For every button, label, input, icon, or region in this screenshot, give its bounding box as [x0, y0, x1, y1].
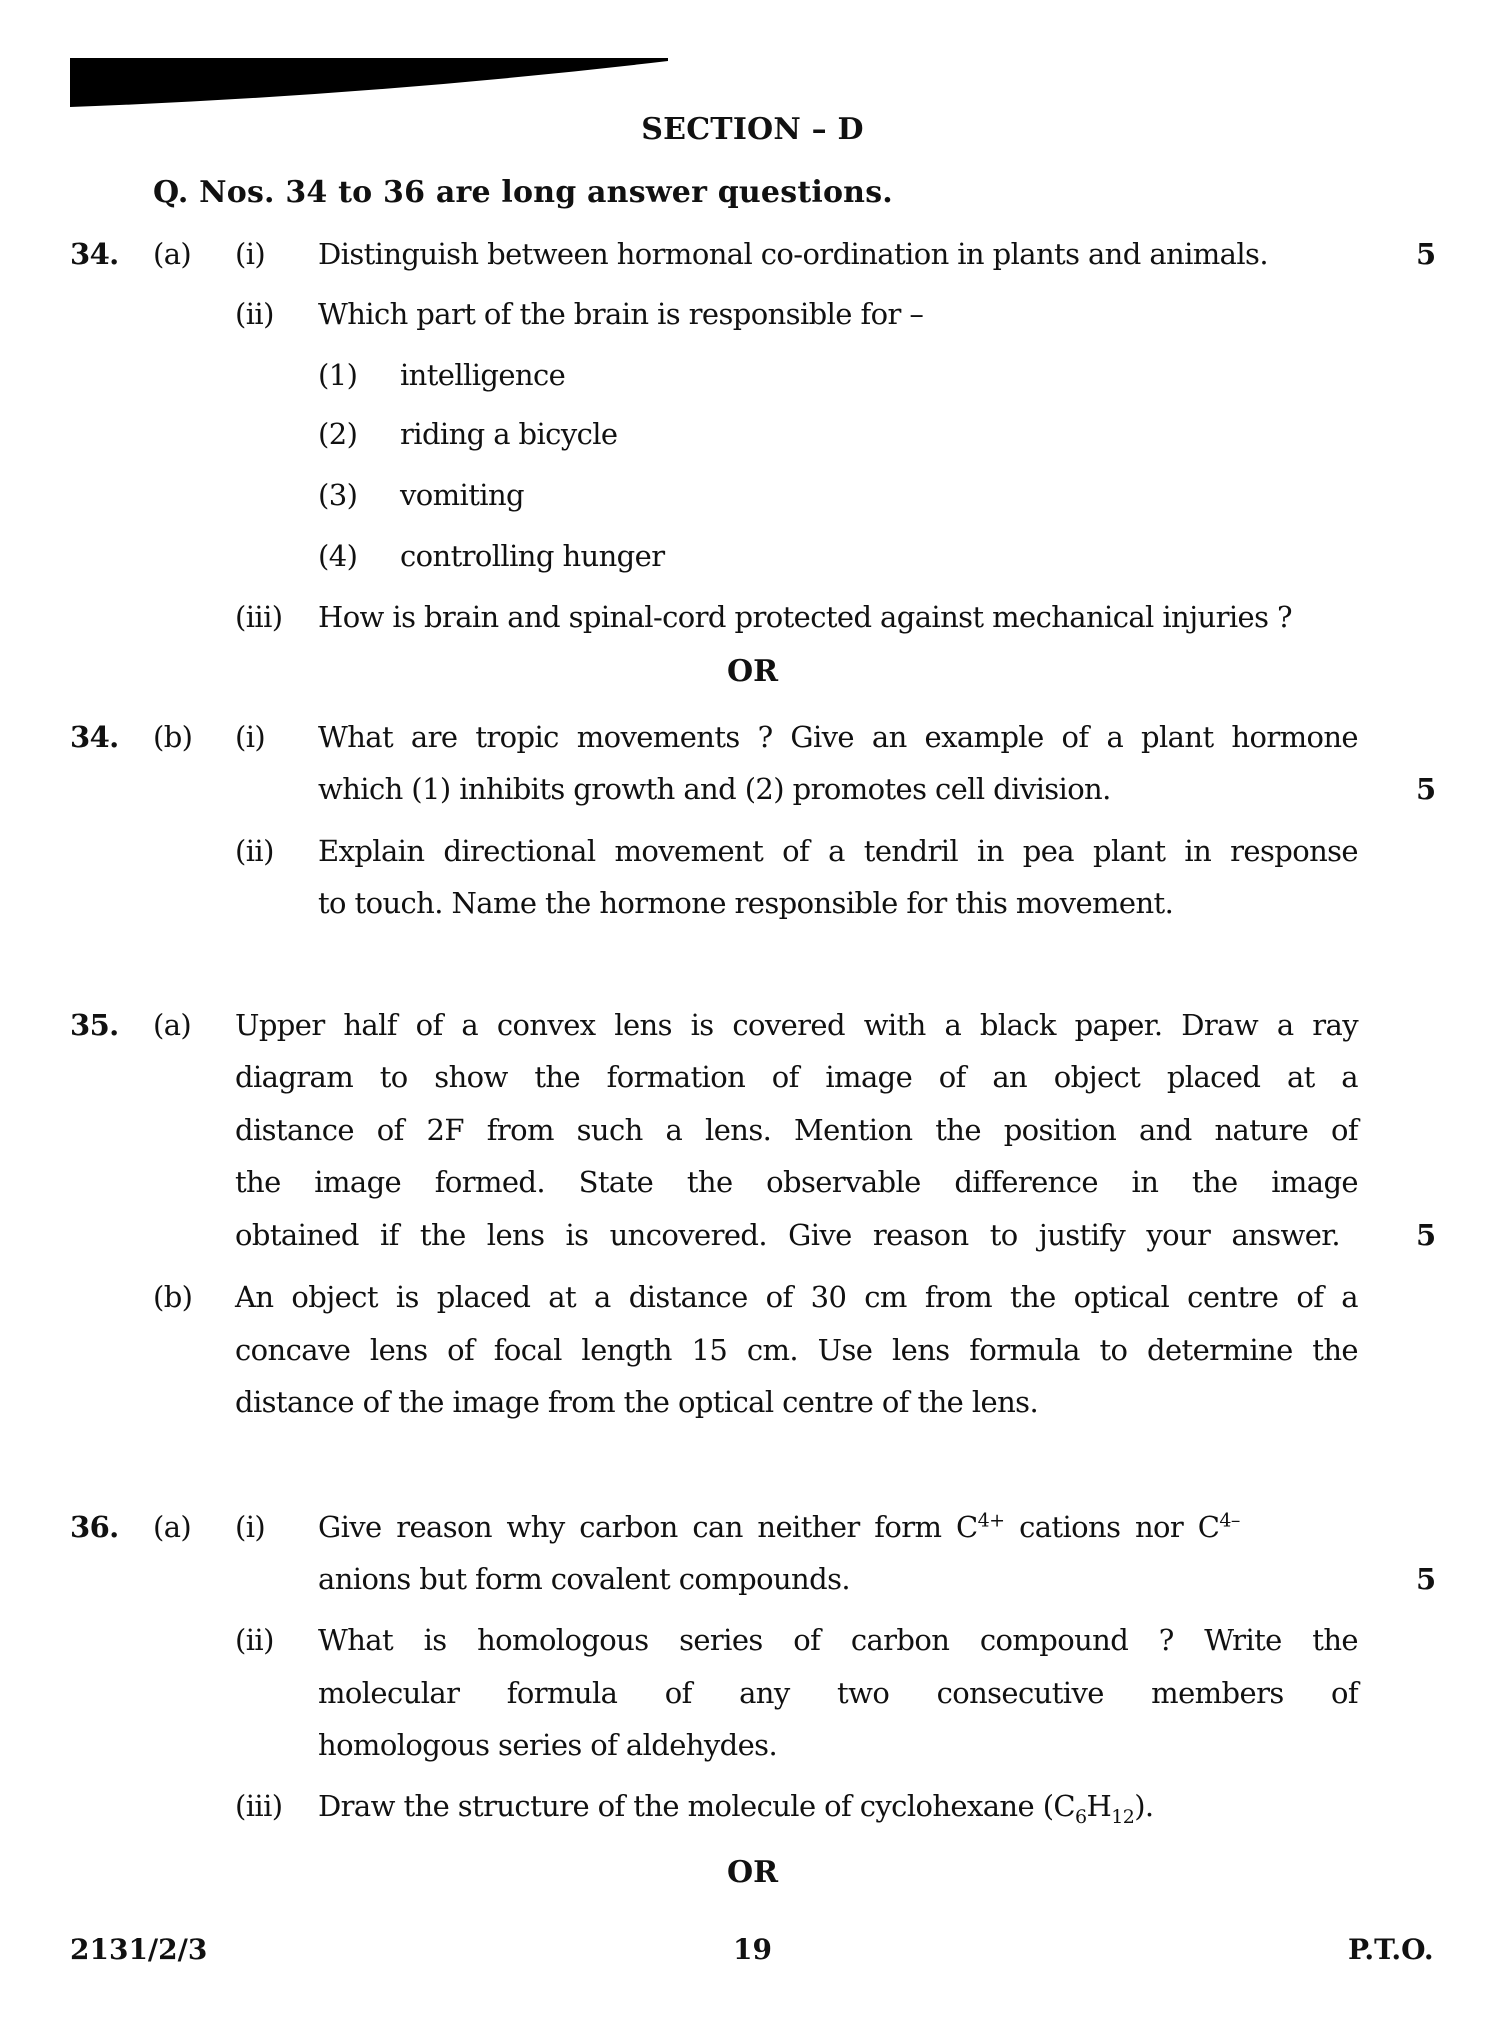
list-item-number: (2) — [318, 417, 358, 451]
part-label: (b) — [153, 720, 193, 754]
subscript: 6 — [1075, 1805, 1087, 1828]
black-wedge-decoration — [70, 58, 670, 108]
part-label: (b) — [153, 1280, 193, 1314]
question-text-line: to touch. Name the hormone responsible for this movement. — [318, 886, 1174, 920]
subpart-label: (i) — [235, 1510, 266, 1544]
question-text-line: anions but form covalent compounds. — [318, 1562, 850, 1596]
question-text-line: molecular formula of any two consecutive members of — [318, 1676, 1358, 1710]
text-segment: Give reason why carbon can neither form C — [318, 1510, 978, 1544]
question-text-line: Upper half of a convex lens is covered with a black paper. Draw a ray — [235, 1008, 1358, 1042]
text-segment: H — [1086, 1789, 1112, 1823]
list-item: intelligence — [400, 358, 566, 392]
list-item-number: (1) — [318, 358, 358, 392]
part-label: (a) — [153, 1008, 192, 1042]
question-text-line: which (1) inhibits growth and (2) promotes cell division. — [318, 772, 1111, 806]
subscript: 12 — [1111, 1805, 1135, 1828]
question-text-line — [318, 1786, 1154, 1826]
part-label: (a) — [153, 1510, 192, 1544]
section-instruction: Q. Nos. 34 to 36 are long answer questions. — [153, 175, 893, 210]
question-number: 36. — [70, 1510, 119, 1544]
question-text-line: diagram to show the formation of image of an object placed at a — [235, 1060, 1358, 1094]
list-item-number: (3) — [318, 478, 358, 512]
text-segment: ). — [1134, 1789, 1154, 1823]
question-number: 34. — [70, 237, 119, 271]
question-text-line — [318, 1507, 1240, 1547]
page-number: 19 — [733, 1933, 772, 1966]
marks: 5 — [1416, 772, 1436, 806]
question-text-line: distance of the image from the optical centre of the lens. — [235, 1385, 1039, 1419]
please-turn-over: P.T.O. — [1348, 1933, 1434, 1966]
question-text: How is brain and spinal-cord protected against mechanical injuries ? — [318, 600, 1292, 634]
question-text-line: concave lens of focal length 15 cm. Use lens formula to determine the — [235, 1333, 1358, 1367]
subpart-label: (ii) — [235, 297, 274, 331]
question-text-line: An object is placed at a distance of 30 cm from the optical centre of a — [235, 1280, 1358, 1314]
question-number: 35. — [70, 1008, 119, 1042]
question-text-line: obtained if the lens is uncovered. Give reason to justify your answer. — [235, 1218, 1340, 1252]
paper-code: 2131/2/3 — [70, 1933, 208, 1966]
superscript-charge: 4– — [1219, 1509, 1240, 1532]
question-text-line: Explain directional movement of a tendril in pea plant in response — [318, 834, 1358, 868]
subpart-label: (i) — [235, 720, 266, 754]
subpart-label: (ii) — [235, 1623, 274, 1657]
list-item: riding a bicycle — [400, 417, 618, 451]
or-divider: OR — [726, 1855, 779, 1890]
question-text: Which part of the brain is responsible for – — [318, 297, 924, 331]
subpart-label: (i) — [235, 237, 266, 271]
subpart-label: (ii) — [235, 834, 274, 868]
list-item: controlling hunger — [400, 539, 665, 573]
question-number: 34. — [70, 720, 119, 754]
text-segment: cations nor C — [1004, 1510, 1220, 1544]
question-text-line: distance of 2F from such a lens. Mention the position and nature of — [235, 1113, 1358, 1147]
marks: 5 — [1416, 1562, 1436, 1596]
question-text-line: What are tropic movements ? Give an example of a plant hormone — [318, 720, 1358, 754]
question-text-line: the image formed. State the observable difference in the image — [235, 1165, 1358, 1199]
part-label: (a) — [153, 237, 192, 271]
section-title: SECTION – D — [641, 112, 864, 147]
or-divider: OR — [726, 654, 779, 689]
question-text-line: homologous series of aldehydes. — [318, 1728, 778, 1762]
text-segment: Draw the structure of the molecule of cyclohexane (C — [318, 1789, 1075, 1823]
subpart-label: (iii) — [235, 1789, 283, 1823]
question-text-line: What is homologous series of carbon compound ? Write the — [318, 1623, 1358, 1657]
marks: 5 — [1416, 237, 1436, 271]
superscript-charge: 4+ — [977, 1509, 1005, 1532]
marks: 5 — [1416, 1218, 1436, 1252]
subpart-label: (iii) — [235, 600, 283, 634]
list-item: vomiting — [400, 478, 524, 512]
question-text: Distinguish between hormonal co-ordination in plants and animals. — [318, 237, 1268, 271]
list-item-number: (4) — [318, 539, 358, 573]
